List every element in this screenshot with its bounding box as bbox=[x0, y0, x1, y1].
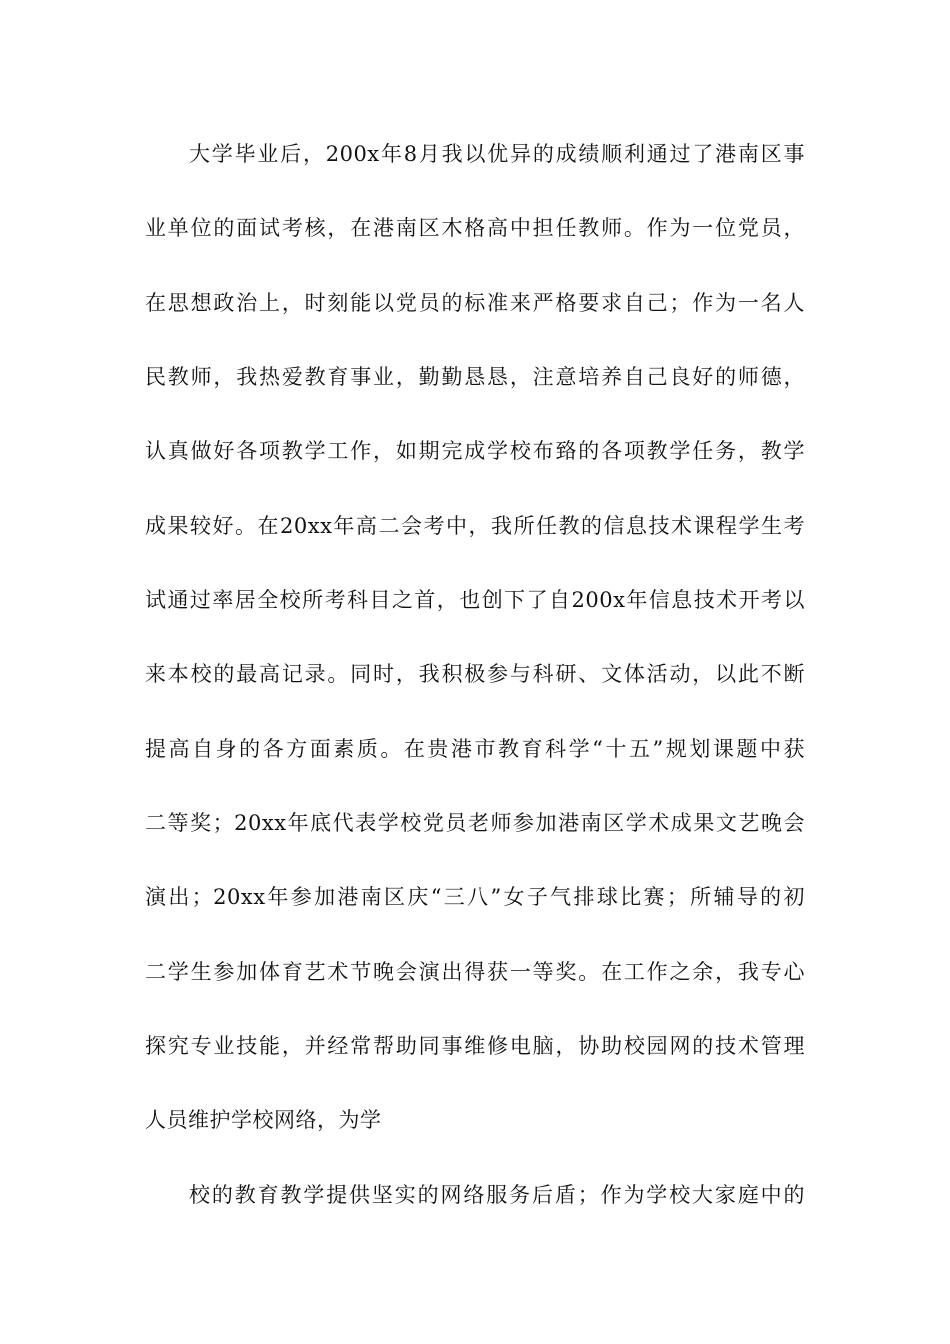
text-line: 业单位的面试考核，在港南区木格高中担任教师。作为一位党员， bbox=[145, 216, 805, 240]
text-line: 校的教育教学提供坚实的网络服务后盾；作为学校大家庭中的 bbox=[189, 1183, 805, 1207]
text-line: 人员维护学校网络，为学 bbox=[145, 1108, 382, 1132]
text-line: 民教师，我热爱教育事业，勤勤恳恳，注意培养自己良好的师德， bbox=[145, 365, 805, 389]
text-line: 成果较好。在20xx年高二会考中，我所任教的信息技术课程学生考 bbox=[145, 514, 805, 538]
text-line: 试通过率居全校所考科目之首，也创下了自200x年信息技术开考以 bbox=[145, 588, 805, 612]
text-line: 提高自身的各方面素质。在贵港市教育科学“十五”规划课题中获 bbox=[145, 737, 805, 761]
text-line: 二学生参加体育艺术节晚会演出得获一等奖。在工作之余，我专心 bbox=[145, 960, 805, 984]
text-line: 二等奖；20xx年底代表学校党员老师参加港南区学术成果文艺晚会 bbox=[145, 811, 805, 835]
text-line: 在思想政治上，时刻能以党员的标准来严格要求自己；作为一名人 bbox=[145, 291, 805, 315]
text-line: 演出；20xx年参加港南区庆“三八”女子气排球比赛；所辅导的初 bbox=[145, 885, 805, 909]
text-line: 认真做好各项教学工作，如期完成学校布臵的各项教学任务，教学 bbox=[145, 439, 805, 463]
text-line: 大学毕业后，200x年8月我以优异的成绩顺利通过了港南区事 bbox=[189, 142, 805, 166]
text-line: 探究专业技能，并经常帮助同事维修电脑，协助校园网的技术管理 bbox=[145, 1034, 805, 1058]
text-line: 来本校的最高记录。同时，我积极参与科研、文体活动，以此不断 bbox=[145, 662, 805, 686]
